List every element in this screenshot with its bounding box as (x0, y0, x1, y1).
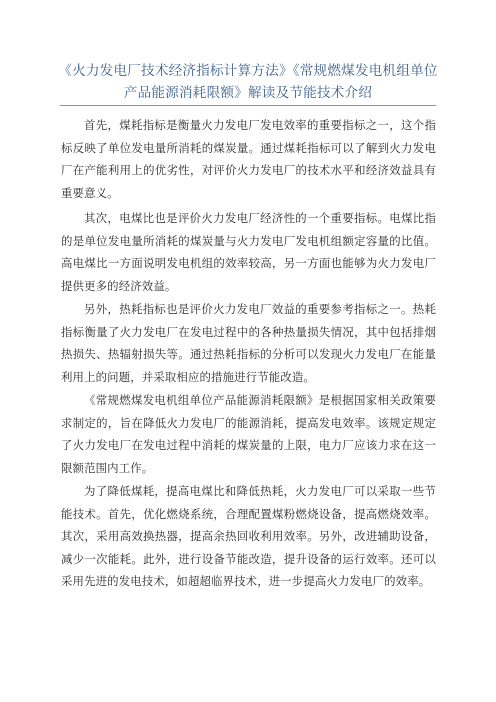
title-divider (60, 105, 436, 106)
paragraph-heat-consumption: 另外，热耗指标也是评价火力发电厂效益的重要参考指标之一。热耗指标衡量了火力发电厂在发电过程中的各种热量损失情况，其中包括排烟热损失、热辐射损失等。通过热耗指标的分析可以发现火力发电厂在能量利用上的问题，并采取相应的措施进行节能改造。 (61, 302, 436, 384)
paragraph-coal-power-ratio: 其次，电煤比也是评价火力发电厂经济性的一个重要指标。电煤比指的是单位发电量所消耗的煤炭量与火力发电厂发电机组额定容量的比值。高电煤比一方面说明发电机组的效率较高，另一方面也能够为火力发电厂提供更多的经济效益。 (61, 211, 436, 293)
paragraph-energy-saving-techniques: 为了降低煤耗，提高电煤比和降低热耗，火力发电厂可以采取一些节能技术。首先，优化燃烧系统，合理配置煤粉燃烧设备，提高燃烧效率。其次，采用高效换热器，提高余热回收利用效率。另外，改进辅助设备，减少一次能耗。此外，进行设备节能改造，提升设备的运行效率。还可以采用先进的发电技术，如超超临界技术，进一步提高火力发电厂的效率。 (61, 484, 436, 588)
document-title: 《火力发电厂技术经济指标计算方法》《常规燃煤发电机组单位产品能源消耗限额》解读及节能技术介绍 (58, 63, 438, 101)
paragraph-energy-limit-standard: 《常规燃煤发电机组单位产品能源消耗限额》是根据国家相关政策要求制定的，旨在降低火力发电厂的能源消耗，提高发电效率。该规定规定了火力发电厂在发电过程中消耗的煤炭量的上限，电力厂应该力求在这一限额范围内工作。 (61, 393, 436, 475)
paragraph-coal-consumption: 首先，煤耗指标是衡量火力发电厂发电效率的重要指标之一，这个指标反映了单位发电量所消耗的煤炭量。通过煤耗指标可以了解到火力发电厂在产能利用上的优劣性，对评价火力发电厂的技术水平和经济效益具有重要意义。 (61, 118, 436, 200)
